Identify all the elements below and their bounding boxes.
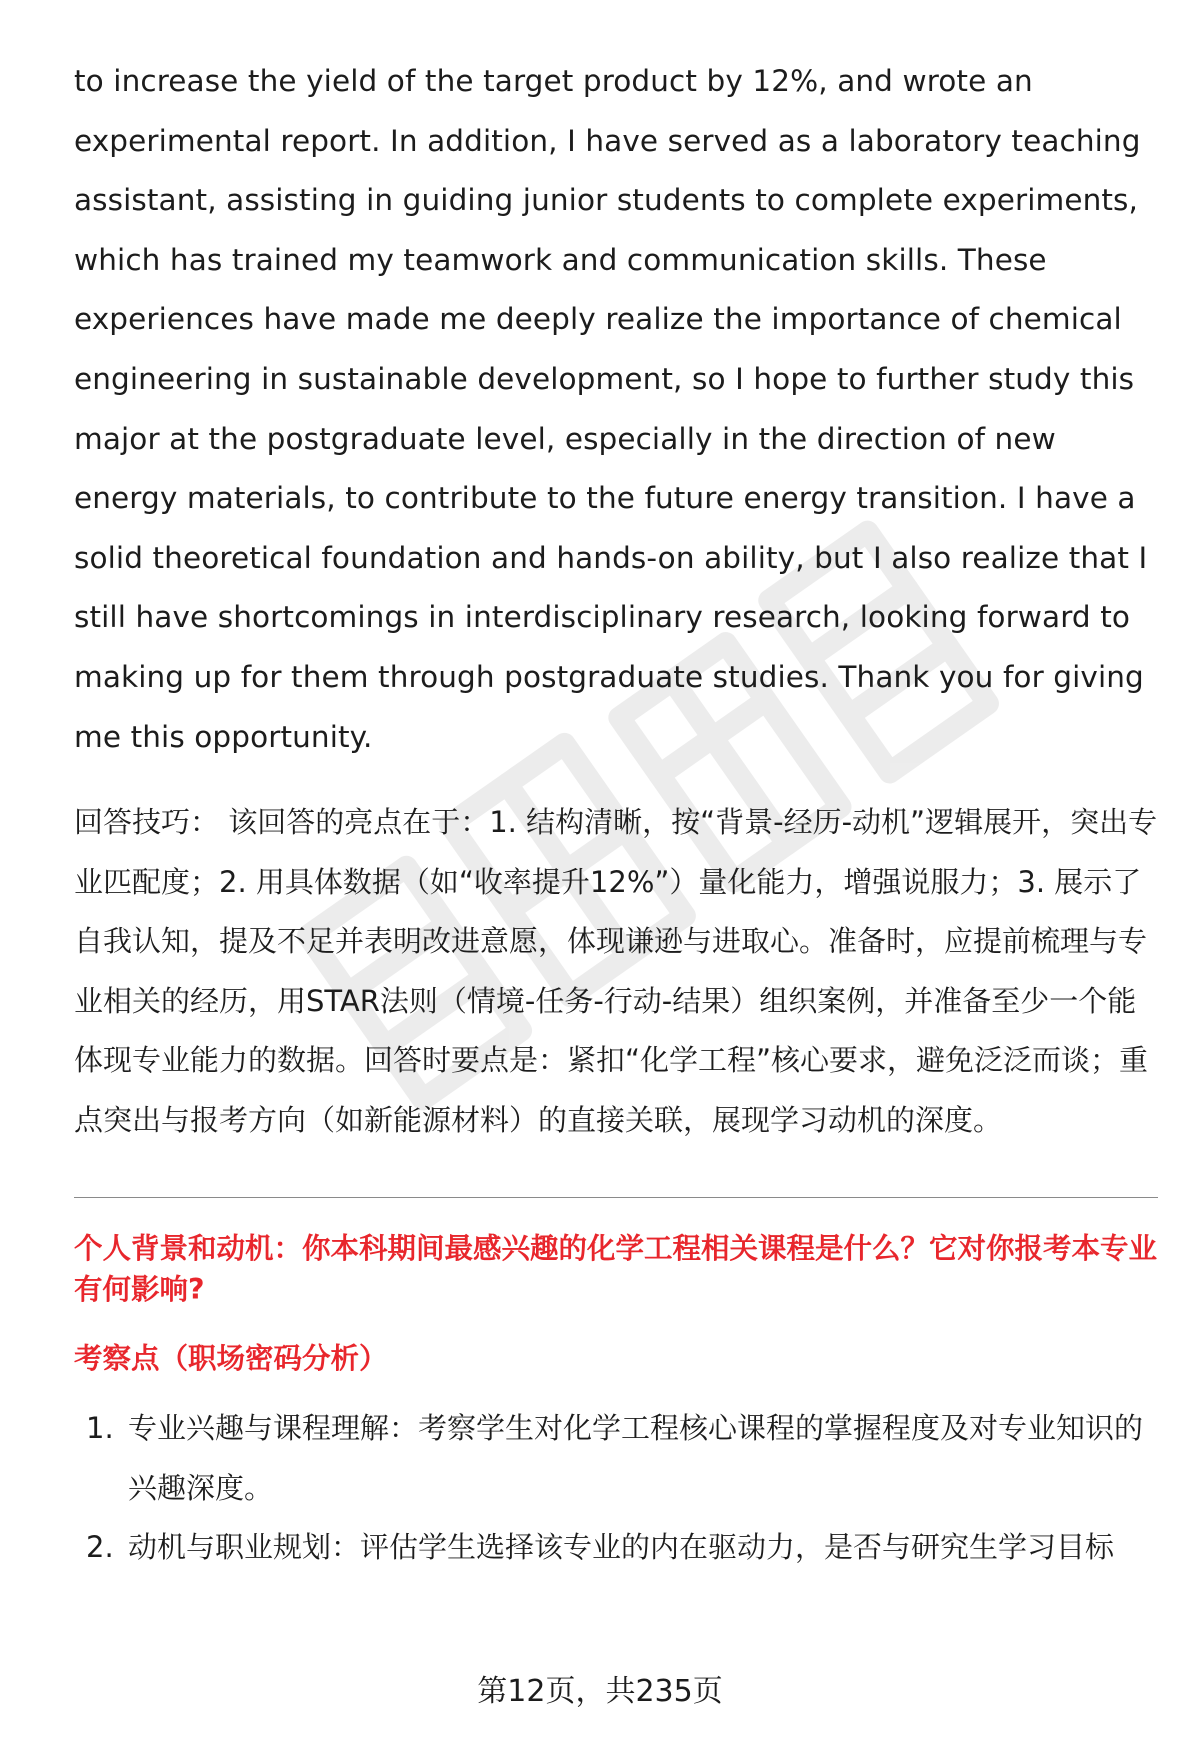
answer-tips-paragraph: 回答技巧： 该回答的亮点在于：1. 结构清晰，按“背景-经历-动机”逻辑展开，突出专业匹配度；2. 用具体数据（如“收率提升12%”）量化能力，增强说服力；3. 展示了自我认知，提及不足并表明改进意愿，体现谦逊与进取心。准备时，应提前梳理与专业相关的经历，用STAR法则（情境-任务-行动-结果）组织案例，并准备至少一个能体现专业能力的数据。回答时要点是：紧扣“化学工程”核心要求，避免泛泛而谈；重点突出与报考方向（如新能源材料）的直接关联，展现学习动机的深度。 [74, 805, 1158, 1137]
answer-english-paragraph: to increase the yield of the target product by 12%, and wrote an experimental report. In addition, I have served as a laboratory teaching assistant, assisting in guiding junior students to complete experiments, which has trained my teamwork and communication skills. These experiences have made me deeply realize the importance of chemical engineering in sustainable development, so I hope to further study this major at the postgraduate level, especially in the direction of new energy materials, to contribute to the future energy transition. I have a solid theoretical foundation and hands-on ability, but I also realize that I still have shortcomings in interdisciplinary research, looking forward to making up for them through postgraduate studies. Thank you for giving me this opportunity. [74, 64, 1148, 754]
analysis-heading: 考察点（职场密码分析） [74, 1342, 388, 1376]
analysis-points-list [74, 1399, 1160, 1578]
page-number-footer: 第12页，共235页 [477, 1674, 723, 1709]
list-item-number: 2. [86, 1530, 114, 1565]
list-item-text: 专业兴趣与课程理解：考察学生对化学工程核心课程的掌握程度及对专业知识的兴趣深度。 [128, 1411, 1144, 1505]
interview-question: 个人背景和动机：你本科期间最感兴趣的化学工程相关课程是什么？它对你报考本专业有何影响? [74, 1232, 1158, 1307]
list-item-text: 动机与职业规划：评估学生选择该专业的内在驱动力，是否与研究生学习目标 [128, 1530, 1115, 1565]
page-content [74, 52, 1160, 1578]
list-item [74, 1399, 1160, 1518]
section-divider [74, 1197, 1158, 1198]
list-item-number: 1. [86, 1411, 114, 1446]
list-item [74, 1518, 1160, 1578]
